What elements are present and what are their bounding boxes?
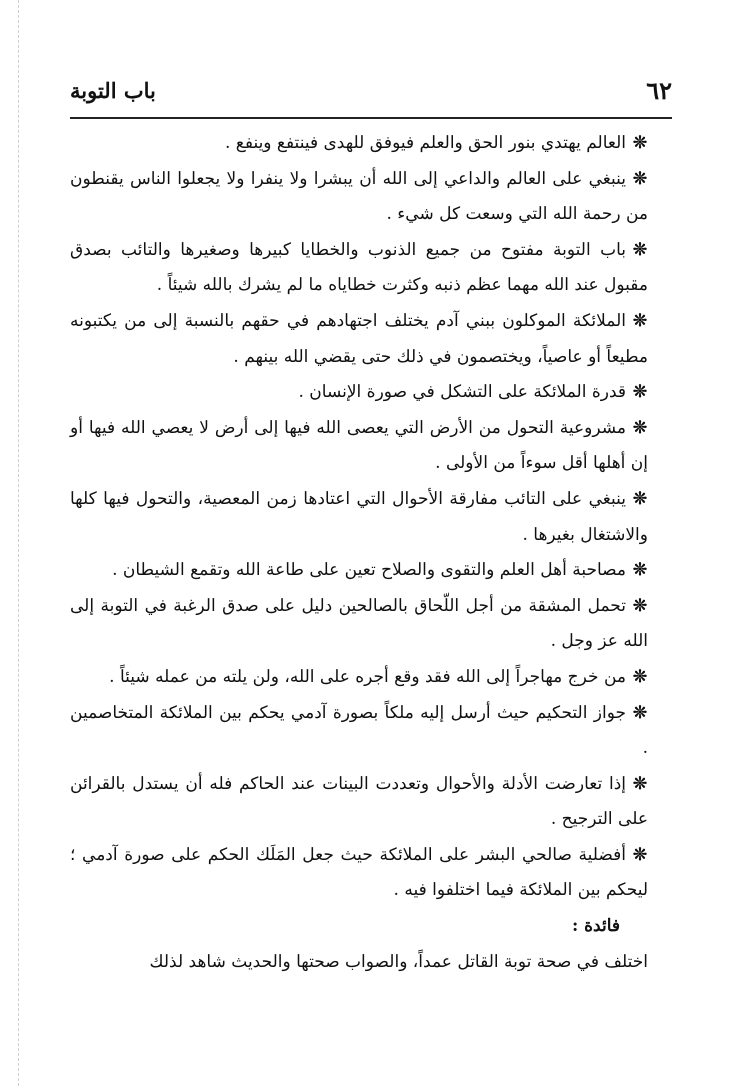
page-binding-edge — [18, 0, 21, 1086]
note-text: اختلف في صحة توبة القاتل عمداً، والصواب صحتها والحديث شاهد لذلك — [149, 951, 648, 972]
list-item — [70, 696, 672, 767]
bullet-icon: ❊ — [632, 168, 648, 189]
page-body — [70, 126, 672, 980]
list-item — [70, 553, 672, 589]
item-text: مشروعية التحول من الأرض التي يعصى الله فيها إلى أرض لا يعصي الله فيها أو إن أهلها أقل سوءاً من الأولى . — [70, 417, 648, 474]
bullet-icon: ❊ — [632, 595, 648, 616]
item-text: العالم يهتدي بنور الحق والعلم فيوفق للهدى فينتفع وينفع . — [224, 133, 626, 153]
item-text: تحمل المشقة من أجل اللّحاق بالصالحين دليل على صدق الرغبة في التوبة إلى الله عز وجل . — [70, 595, 648, 652]
bullet-icon: ❊ — [632, 488, 648, 509]
item-text: إذا تعارضت الأدلة والأحوال وتعددت البينات عند الحاكم فله أن يستدل بالقرائن على الترجيح . — [70, 773, 648, 830]
list-item — [70, 660, 672, 696]
bullet-icon: ❊ — [632, 382, 648, 403]
bullet-icon: ❊ — [632, 773, 648, 794]
item-text: أفضلية صالحي البشر على الملائكة حيث جعل المَلَك الحكم على صورة آدمي ؛ ليحكم بين الملائكة فيما اختلفوا فيه . — [70, 844, 648, 901]
item-text: قدرة الملائكة على التشكل في صورة الإنسان . — [298, 382, 626, 403]
item-text: باب التوبة مفتوح من جميع الذنوب والخطايا كبيرها وصغيرها والتائب بصدق مقبول عند الله مهما عظم ذنبه وكثرت خطاياه ما لم يشرك بالله شيئاً . — [70, 239, 648, 296]
item-text: ينبغي على التائب مفارقة الأحوال التي اعتادها زمن المعصية، والتحول فيها كلها والاشتغال بغيرها . — [70, 488, 648, 545]
list-item — [70, 838, 672, 909]
bullet-icon: ❊ — [632, 239, 648, 260]
bullet-icon: ❊ — [632, 844, 648, 865]
list-item — [70, 767, 672, 838]
header-rule — [70, 117, 672, 119]
bullet-icon: ❊ — [632, 702, 648, 723]
list-item — [70, 304, 672, 375]
bullet-icon: ❊ — [632, 133, 648, 153]
bullet-icon: ❊ — [632, 310, 648, 331]
list-item — [70, 589, 672, 660]
list-item — [70, 375, 672, 411]
bullet-icon: ❊ — [632, 560, 648, 581]
bullet-icon: ❊ — [632, 417, 648, 438]
list-item — [70, 411, 672, 482]
list-item — [70, 233, 672, 304]
item-text: جواز التحكيم حيث أرسل إليه ملكاً بصورة آدمي يحكم بين الملائكة المتخاصمين . — [70, 702, 648, 759]
item-text: ينبغي على العالم والداعي إلى الله أن يبشرا ولا ينفرا ولا يجعلوا الناس يقنطون من رحمة الله التي وسعت كل شيء . — [70, 168, 648, 225]
list-item — [70, 126, 672, 162]
list-item — [70, 482, 672, 553]
page-header — [70, 76, 672, 112]
item-text: من خرج مهاجراً إلى الله فقد وقع أجره على الله، ولن يلته من عمله شيئاً . — [109, 666, 626, 687]
bullet-icon: ❊ — [632, 666, 648, 687]
list-item — [70, 162, 672, 233]
item-text: مصاحبة أهل العلم والتقوى والصلاح تعين على طاعة الله وتقمع الشيطان . — [112, 560, 626, 581]
item-text: الملائكة الموكلون ببني آدم يختلف اجتهادهم في حقهم بالنسبة إلى من يكتبونه مطيعاً أو عاصياً، ويختصمون في ذلك حتى يقضي الله بينهم . — [70, 310, 648, 367]
chapter-title: باب التوبة — [70, 78, 156, 103]
note-heading: فائدة : — [571, 916, 620, 937]
page-number: ٦٢ — [646, 76, 672, 105]
